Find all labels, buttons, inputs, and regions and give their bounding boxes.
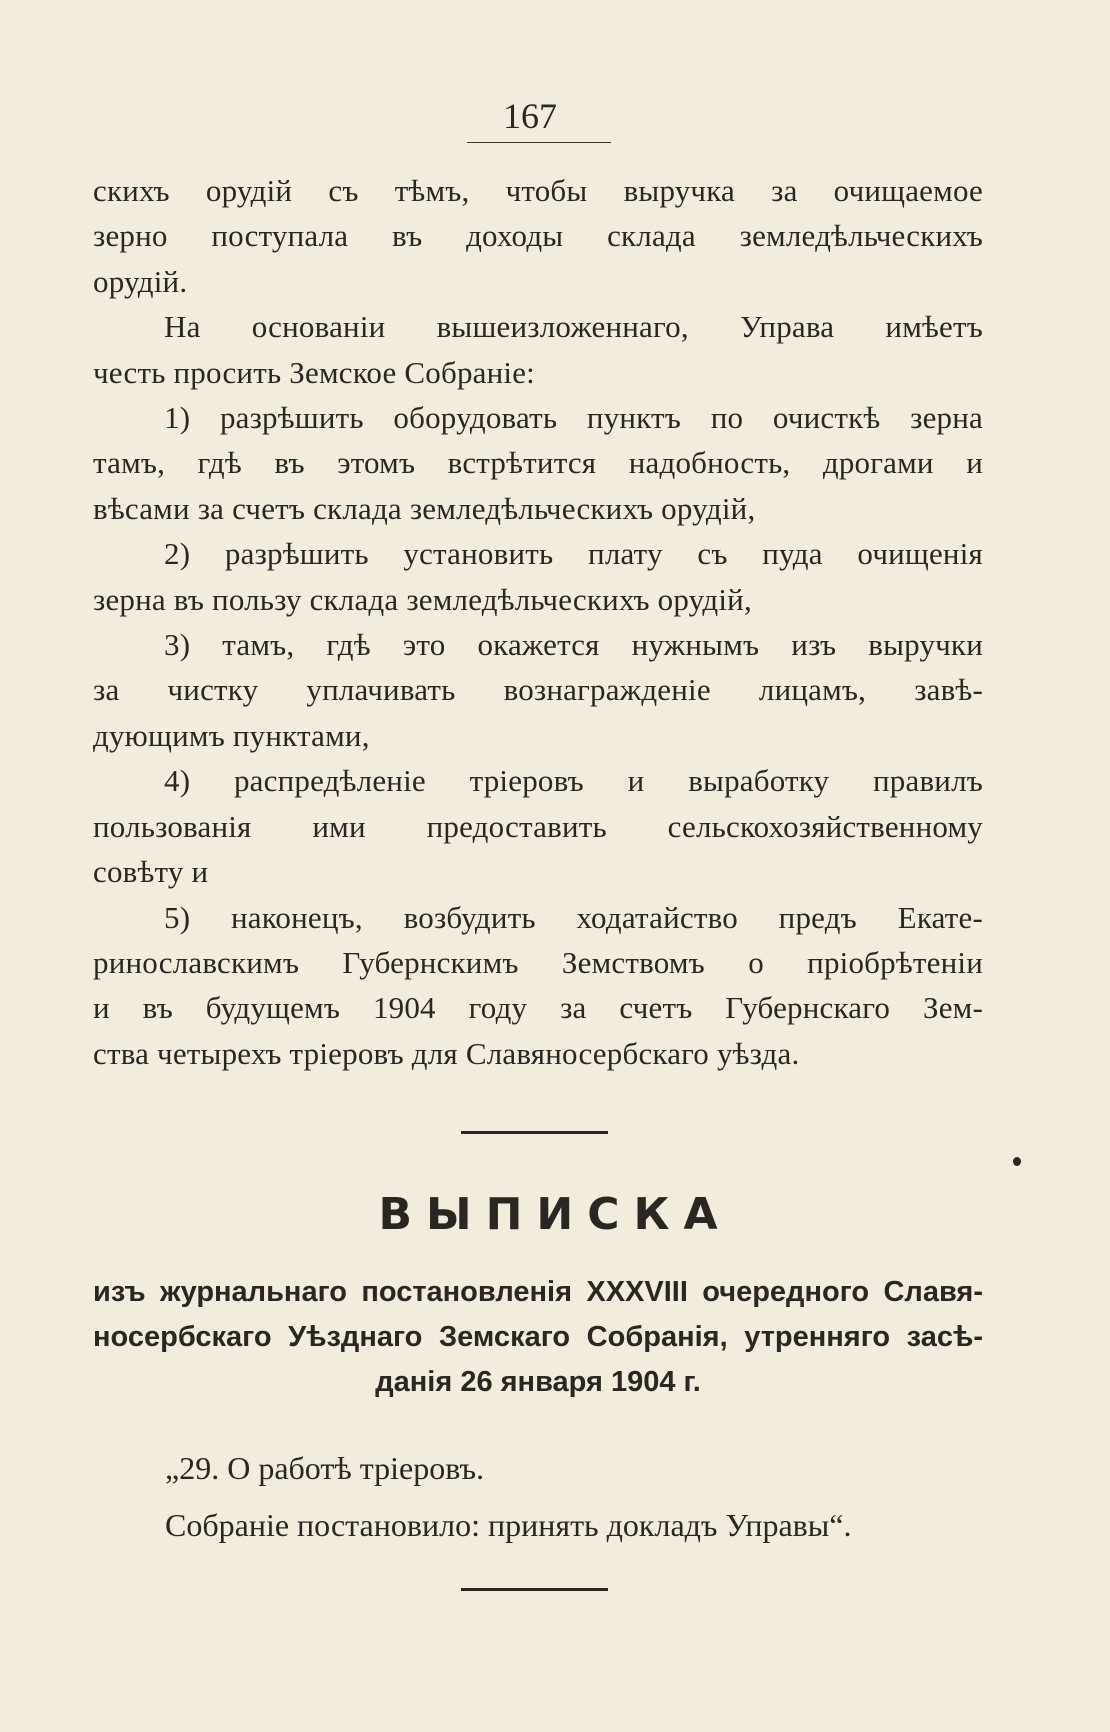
text-line: скихъ орудій съ тѣмъ, чтобы выручка за очищаемое <box>93 173 983 208</box>
extract-subtitle-line: данія 26 января 1904 г. <box>375 1366 701 1398</box>
closing-divider <box>461 1588 608 1591</box>
report-text <box>93 168 983 1076</box>
extract-subtitle-line: изъ журнальнаго постановленія XXXVIII очередного Славя- <box>93 1276 983 1308</box>
page-number: 167 <box>503 96 557 136</box>
text-line: 2) разрѣшить установить плату съ пуда очищенія <box>164 536 983 572</box>
text-line: за чистку уплачивать вознагражденіе лицамъ, завѣ- <box>93 672 983 708</box>
extract-title: ВЫПИСКА <box>378 1189 732 1240</box>
text-line: дующимъ пунктами, <box>93 717 370 753</box>
text-line: зерно поступала въ доходы склада земледѣльческихъ <box>93 218 983 254</box>
text-line: На основаніи вышеизложеннаго, Управа имѣетъ <box>164 309 983 345</box>
text-line: совѣту и <box>93 854 209 890</box>
resolution-text <box>165 1440 995 1554</box>
text-line: пользованія ими предоставить сельскохозяйственному <box>93 808 983 844</box>
resolution-decision: Собраніе постановило: принять докладъ Управы“. <box>165 1507 852 1543</box>
text-line: 1) разрѣшить оборудовать пунктъ по очисткѣ зерна <box>164 400 983 436</box>
text-line: 4) распредѣленіе тріеровъ и выработку правилъ <box>164 763 983 799</box>
text-line: и въ будущемъ 1904 году за счетъ Губернскаго Зем- <box>93 990 983 1026</box>
text-line: ства четырехъ тріеровъ для Славяносербскаго уѣзда. <box>93 1035 800 1071</box>
text-line: 5) наконецъ, возбудить ходатайство предъ Екате- <box>164 899 983 935</box>
text-line: ринославскимъ Губернскимъ Земствомъ о пріобрѣтеніи <box>93 944 983 980</box>
section-divider <box>461 1131 608 1134</box>
ink-spot <box>1013 1157 1021 1166</box>
text-line: зерна въ пользу склада земледѣльческихъ орудій, <box>93 581 752 617</box>
resolution-item: „29. О работѣ тріеровъ. <box>165 1450 485 1486</box>
text-line: вѣсами за счетъ склада земледѣльческихъ орудій, <box>93 490 756 526</box>
page-number-underline <box>467 142 611 143</box>
text-line: честь просить Земское Собраніе: <box>93 354 535 390</box>
extract-subtitle <box>93 1270 983 1405</box>
text-line: 3) тамъ, гдѣ это окажется нужнымъ изъ выручки <box>164 627 983 663</box>
extract-subtitle-line: носербскаго Уѣзднаго Земскаго Собранія, утренняго засѣ- <box>93 1321 983 1353</box>
text-line: орудій. <box>93 263 188 299</box>
text-line: тамъ, гдѣ въ этомъ встрѣтится надобность, дрогами и <box>93 445 983 481</box>
